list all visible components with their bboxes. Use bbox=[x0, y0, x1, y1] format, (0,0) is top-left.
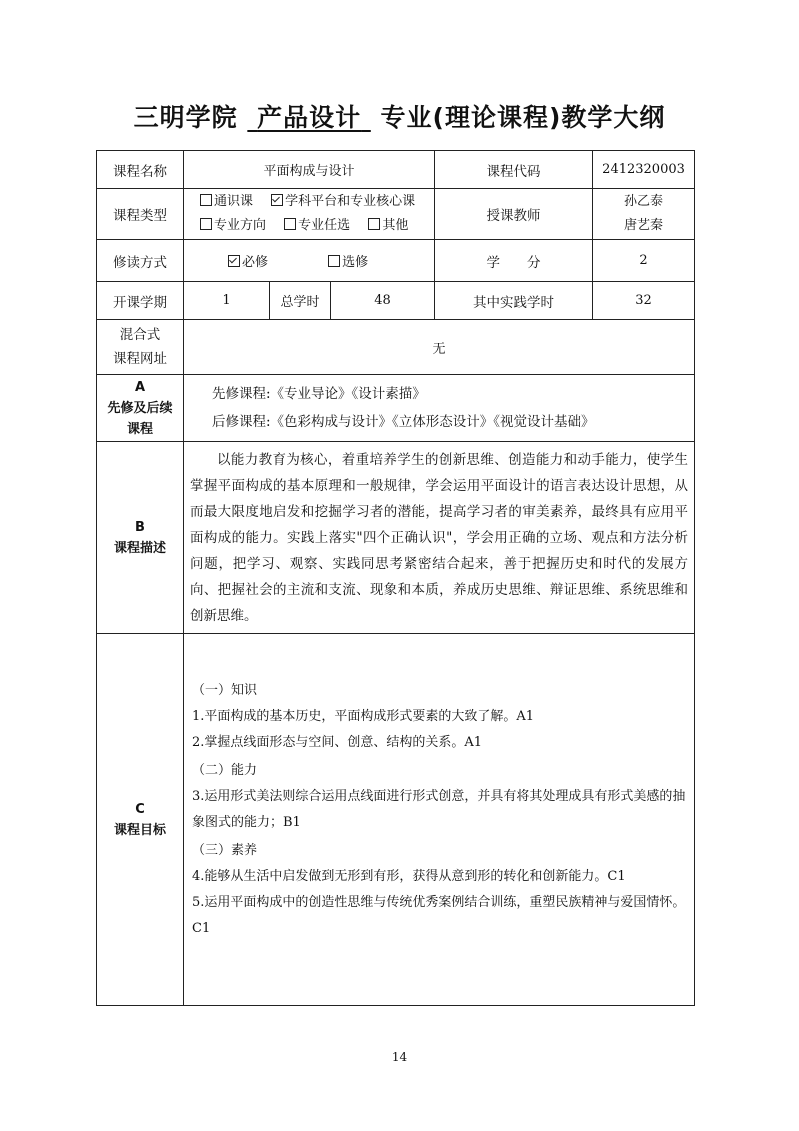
description-text: 以能力教育为核心，着重培养学生的创新思维、创造能力和动手能力，使学生掌握平面构成的基本原理和一般规律，学会运用平面设计的语言表达设计思想，从而最大限度地启发和挖掘学习者的潜能，提高学习者的审美素养，最终具有应用平面构成的能力。实践上落实"四个正确认识"，学会用正确的立场、观点和方法分析问题，把学习、观察、实践同思考紧密结合起来，善于把握历史和时代的发展方向、把握社会的主流和支流、现象和本质，养成历史思维、辩证思维、系统思维和创新思维。 bbox=[184, 442, 695, 634]
row-semester bbox=[97, 282, 695, 320]
option-required[interactable]: 必修 bbox=[228, 255, 268, 270]
row-study-mode bbox=[97, 240, 695, 282]
description-label: B 课程描述 bbox=[97, 442, 184, 634]
goal-item: 3.运用形式美法则综合运用点线面进行形式创意，并具有将其处理成具有形式美感的抽象图式的能力；B1 bbox=[192, 789, 686, 830]
page-number: 14 bbox=[391, 1050, 408, 1064]
checkbox-icon bbox=[284, 218, 296, 230]
title-prefix: 三明学院 bbox=[133, 103, 238, 132]
row-goals bbox=[97, 634, 695, 1006]
prereq-before: 先修课程:《专业导论》《设计素描》 bbox=[212, 386, 426, 402]
row-description bbox=[97, 442, 695, 634]
blended-value: 无 bbox=[184, 320, 695, 375]
title-major: 产品设计 bbox=[257, 103, 362, 132]
title-suffix: 专业(理论课程)教学大纲 bbox=[380, 103, 666, 132]
study-mode-options bbox=[184, 240, 435, 282]
row-prerequisites bbox=[97, 375, 695, 442]
teacher-label: 授课教师 bbox=[435, 189, 593, 240]
page-title bbox=[0, 98, 799, 134]
prereq-label: A 先修及后续 课程 bbox=[97, 375, 184, 442]
option-other[interactable]: 其他 bbox=[368, 218, 408, 233]
goals-section-quality: （三）素养 bbox=[192, 843, 258, 858]
teacher-2: 唐艺秦 bbox=[624, 218, 664, 233]
checkbox-icon bbox=[368, 218, 380, 230]
option-optional[interactable]: 专业任选 bbox=[284, 218, 350, 233]
row-course-name bbox=[97, 151, 695, 189]
study-mode-label: 修读方式 bbox=[97, 240, 184, 282]
goals-section-knowledge: （一）知识 bbox=[192, 683, 258, 698]
course-type-label: 课程类型 bbox=[97, 189, 184, 240]
goal-item: 4.能够从生活中启发做到无形到有形，获得从意到形的转化和创新能力。C1 bbox=[192, 869, 626, 884]
course-type-options bbox=[184, 189, 435, 240]
checkbox-icon bbox=[328, 255, 340, 267]
goal-item: 1.平面构成的基本历史，平面构成形式要素的大致了解。A1 bbox=[192, 709, 535, 724]
course-code-value: 2412320003 bbox=[593, 151, 695, 189]
course-name-value: 平面构成与设计 bbox=[184, 151, 435, 189]
prereq-after: 后修课程:《色彩构成与设计》《立体形态设计》《视觉设计基础》 bbox=[212, 414, 595, 430]
goal-item: 5.运用平面构成中的创造性思维与传统优秀案例结合训练，重塑民族精神与爱国情怀。C1 bbox=[192, 895, 686, 936]
option-direction[interactable]: 专业方向 bbox=[200, 218, 266, 233]
practice-hours-value: 32 bbox=[593, 282, 695, 320]
goals-section-ability: （二）能力 bbox=[192, 763, 258, 778]
row-course-type bbox=[97, 189, 695, 240]
practice-hours-label: 其中实践学时 bbox=[435, 282, 593, 320]
checkbox-icon bbox=[200, 194, 212, 206]
prereq-values bbox=[184, 375, 695, 442]
blended-label: 混合式 课程网址 bbox=[97, 320, 184, 375]
checkbox-checked-icon bbox=[271, 194, 283, 206]
semester-label: 开课学期 bbox=[97, 282, 184, 320]
goals-label: C 课程目标 bbox=[97, 634, 184, 1006]
checkbox-icon bbox=[200, 218, 212, 230]
total-hours-label: 总学时 bbox=[270, 282, 331, 320]
credit-value: 2 bbox=[593, 240, 695, 282]
goal-item: 2.掌握点线面形态与空间、创意、结构的关系。A1 bbox=[192, 735, 483, 750]
option-elective[interactable]: 选修 bbox=[328, 255, 368, 270]
credit-label: 学 分 bbox=[435, 240, 593, 282]
course-name-label: 课程名称 bbox=[97, 151, 184, 189]
teacher-1: 孙乙泰 bbox=[624, 194, 664, 209]
row-blended bbox=[97, 320, 695, 375]
checkbox-checked-icon bbox=[228, 255, 240, 267]
total-hours-value: 48 bbox=[331, 282, 435, 320]
teacher-values bbox=[593, 189, 695, 240]
goals-content bbox=[184, 634, 695, 1006]
syllabus-table bbox=[96, 150, 695, 1006]
course-code-label: 课程代码 bbox=[435, 151, 593, 189]
option-general[interactable]: 通识课 bbox=[200, 194, 253, 209]
semester-value: 1 bbox=[184, 282, 270, 320]
option-core[interactable]: 学科平台和专业核心课 bbox=[271, 194, 415, 209]
